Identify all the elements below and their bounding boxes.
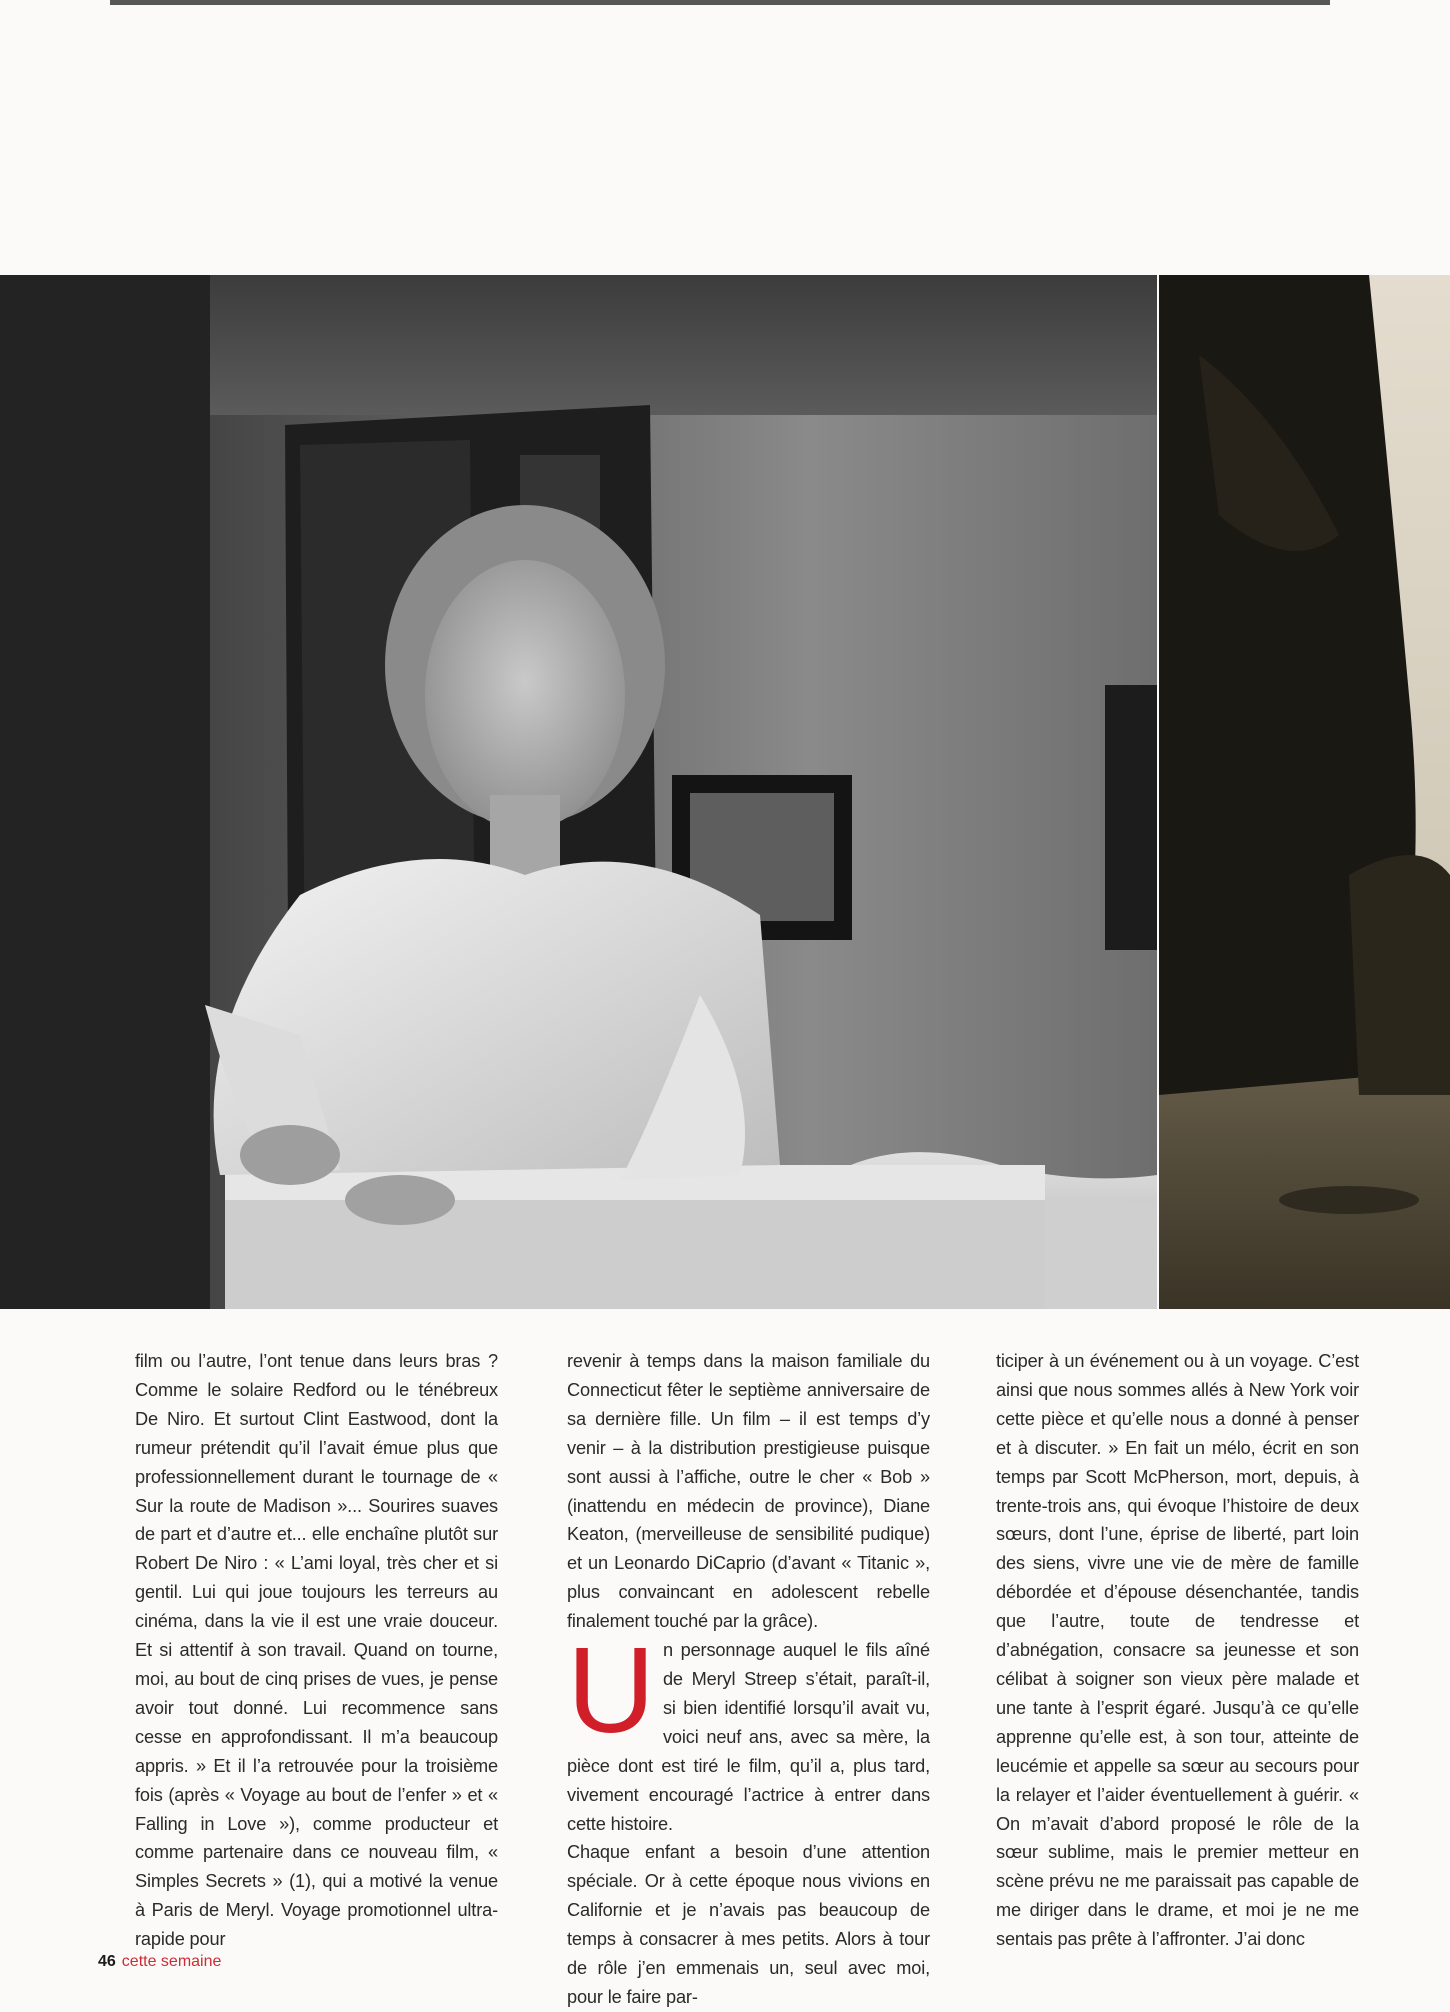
article-paragraph: ticiper à un événement ou à un voyage. C’est ainsi que nous sommes allés à New York voir cette pièce et qu’elle nous a donné à penser et à discuter. » En fait un mélo, écrit en son temps par Scott McPherson, mort, depuis, à trente-trois ans, qui évoque l’histoire de deux sœurs, dont l’une, éprise de liberté, part loin des siens, vivre une vie de mère de famille débordée et d’épouse désenchantée, tandis que l’autre, toute de tendresse et d’abnégation, consacre sa jeunesse et son célibat à soigner son vieux père malade et une tante à l’esprit égaré. Jusqu’à ce qu’elle apprenne qu’elle est, à son tour, atteinte de leucémie et appelle sa sœur au secours pour la relayer et l’aider éventuellement à guérir. « On m’avait d’abord proposé le rôle de la sœur sublime, mais le premier metteur en scène prévu ne me paraissait pas capable de me diriger dans le drame, et moi je ne me sentais pas prête à l’affronter. J’ai donc (996, 1351, 1359, 1950)
page-number: 46 (98, 1953, 116, 1970)
garden-photo (1159, 275, 1450, 1309)
article-paragraph: film ou l’autre, l’ont tenue dans leurs bras ? Comme le solaire Redford ou le ténébreux De Niro. Et surtout Clint Eastwood, dont la rumeur prétendit qu’il l’avait émue plus que professionnellement durant le tournage de « Sur la route de Madison »... Sourires suaves de part et d’autre et... elle enchaîne plutôt sur Robert De Niro : « L’ami loyal, très cher et si gentil. Lui qui joue toujours les terreurs au cinéma, dans la vie il est une vraie douceur. Et si attentif à son travail. Quand on tourne, moi, au bout de cinq prises de vues, je pense avoir tout donné. Lui recommence sans cesse en approfondissant. Il m’a beaucoup appris. » Et il l’a retrouvée pour la troisième fois (après « Voyage au bout de l’enfer » et « Falling in Love »), comme producteur et comme partenaire dans ce nouveau film, « Simples Secrets » (1), qui a motivé la venue à Paris de Meryl. Voyage promotionnel ultra-rapide pour (135, 1351, 498, 1950)
photo-spread (0, 275, 1450, 1309)
article-paragraph: revenir à temps dans la maison familiale du Connecticut fêter le septième anniversaire de sa dernière fille. Un film – il est temps d’y venir – à la distribution prestigieuse puisque sont aussi à l’affiche, outre le cher « Bob » (inattendu en médecin de province), Diane Keaton, (merveilleuse de sensibilité pudique) et un Leonardo DiCaprio (d’avant « Titanic », plus convaincant en adolescent rebelle finalement touché par la grâce). (567, 1351, 930, 1632)
garden-photo-image (1159, 275, 1450, 1309)
article-paragraph: Chaque enfant a besoin d’une attention spéciale. Or à cette époque nous vivions en Californie et je n’avais pas beaucoup de temps à consacrer à mes petits. Alors à tour de rôle j’en emmenais un, seul avec moi, pour le faire par- (567, 1842, 930, 2007)
magazine-name: cette semaine (121, 1953, 222, 1970)
article-column-3 (996, 1347, 1359, 1950)
article-column-1 (135, 1347, 498, 1950)
top-rule (110, 0, 1330, 5)
portrait-photo (0, 275, 1157, 1309)
page-footer (98, 1953, 221, 1971)
dropcap-paragraph-text: n personnage auquel le fils aîné de Meryl Streep s’était, paraît-il, si bien identifié lorsqu’il avait vu, voici neuf ans, avec sa mère, la pièce dont est tiré le film, qu’il a, plus tard, vivement encouragé l’actrice à entrer dans cette histoire. (567, 1640, 930, 1834)
article-paragraph-dropcap (567, 1622, 930, 1838)
drop-cap: U (567, 1622, 655, 1759)
article-column-2 (567, 1347, 930, 2007)
portrait-photo-image (0, 275, 1157, 1309)
